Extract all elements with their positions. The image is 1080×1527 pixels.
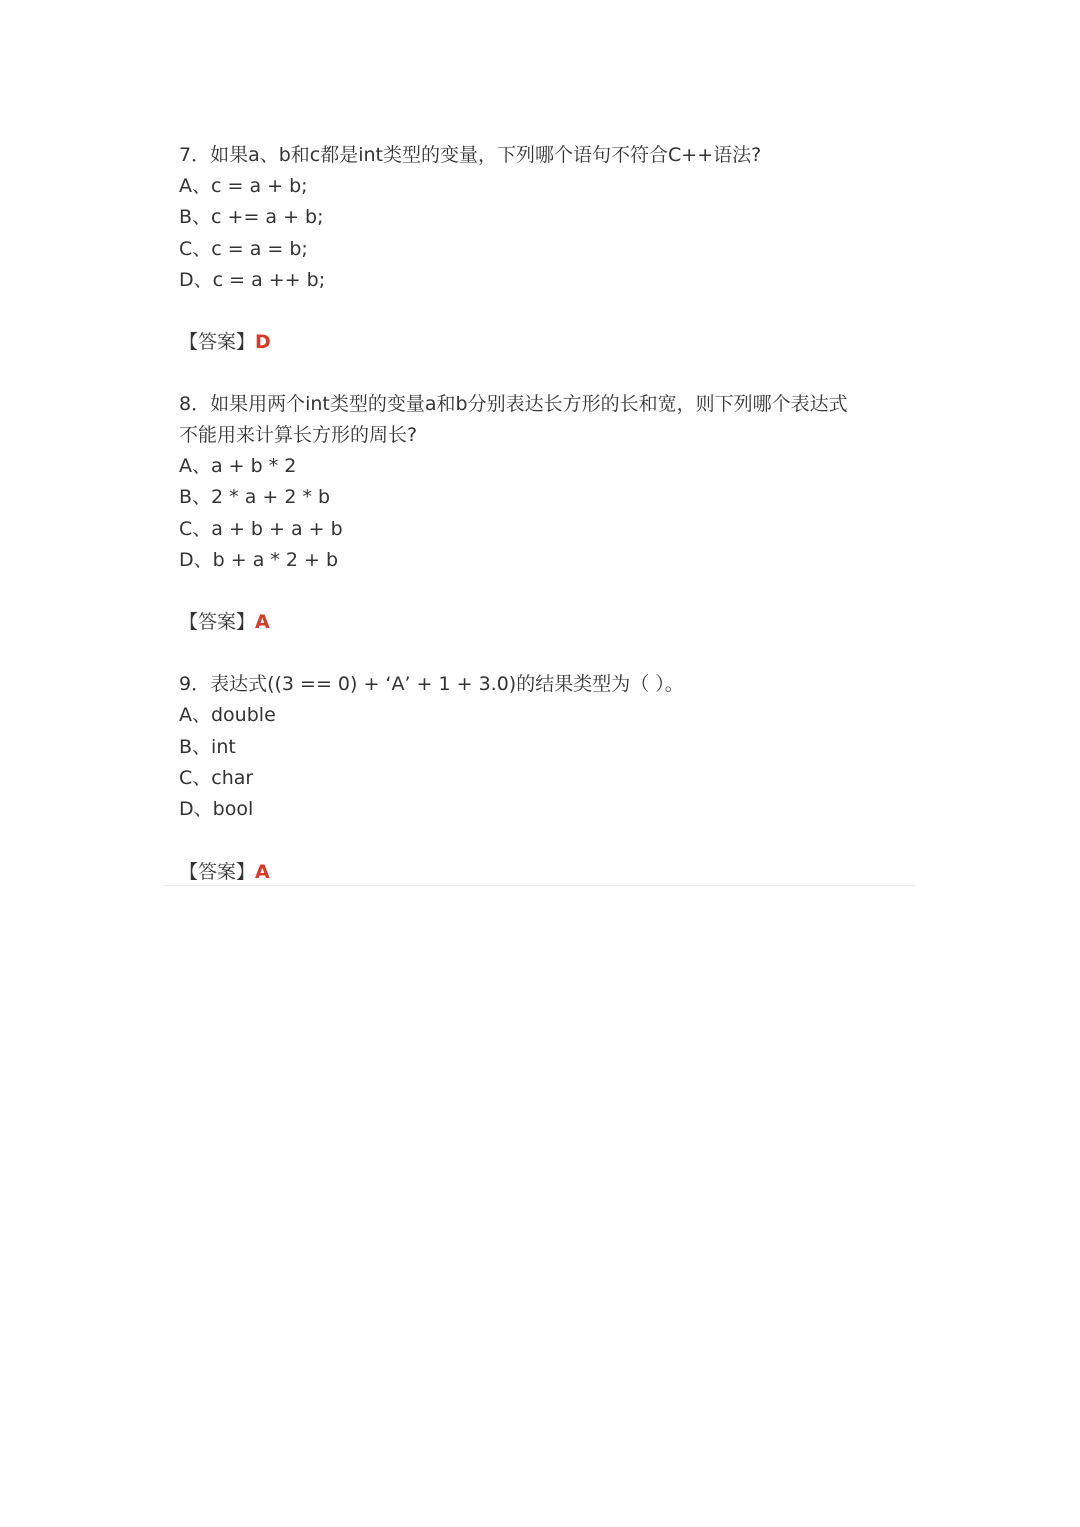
option-d: D、c = a ++ b; [179,268,326,291]
answer-label: 【答案】 [179,331,256,354]
option-d: D、bool [179,798,254,821]
answer-value: D [255,331,271,354]
question-stem-continued: 不能用来计算长方形的周长? [179,424,418,447]
answer-line [179,327,914,358]
answer-line [179,607,914,638]
option-b: B、int [179,735,236,758]
question-9 [179,669,914,887]
option-a: A、double [179,704,276,727]
quiz-content [179,140,914,888]
option-d: D、b + a * 2 + b [179,549,339,572]
option-c: C、c = a = b; [179,237,308,260]
question-stem: 7．如果a、b和c都是int类型的变量，下列哪个语句不符合C++语法? [179,144,762,166]
answer-value: A [255,611,270,634]
option-c: C、a + b + a + b [179,517,343,540]
question-7 [179,140,914,358]
answer-value: A [255,860,270,883]
question-8 [179,389,914,638]
option-b: B、c += a + b; [179,206,324,229]
option-a: A、a + b * 2 [179,455,297,478]
answer-label: 【答案】 [179,860,256,883]
option-b: B、2 * a + 2 * b [179,486,331,509]
answer-line [179,857,914,888]
option-c: C、char [179,766,254,789]
bottom-divider [163,885,915,886]
answer-label: 【答案】 [179,611,256,634]
question-stem: 9．表达式((3 == 0) + ‘A’ + 1 + 3.0)的结果类型为（ ）。 [179,673,684,696]
question-stem: 8．如果用两个int类型的变量a和b分别表达长方形的长和宽，则下列哪个表达式 [179,393,848,416]
option-a: A、c = a + b; [179,175,308,197]
